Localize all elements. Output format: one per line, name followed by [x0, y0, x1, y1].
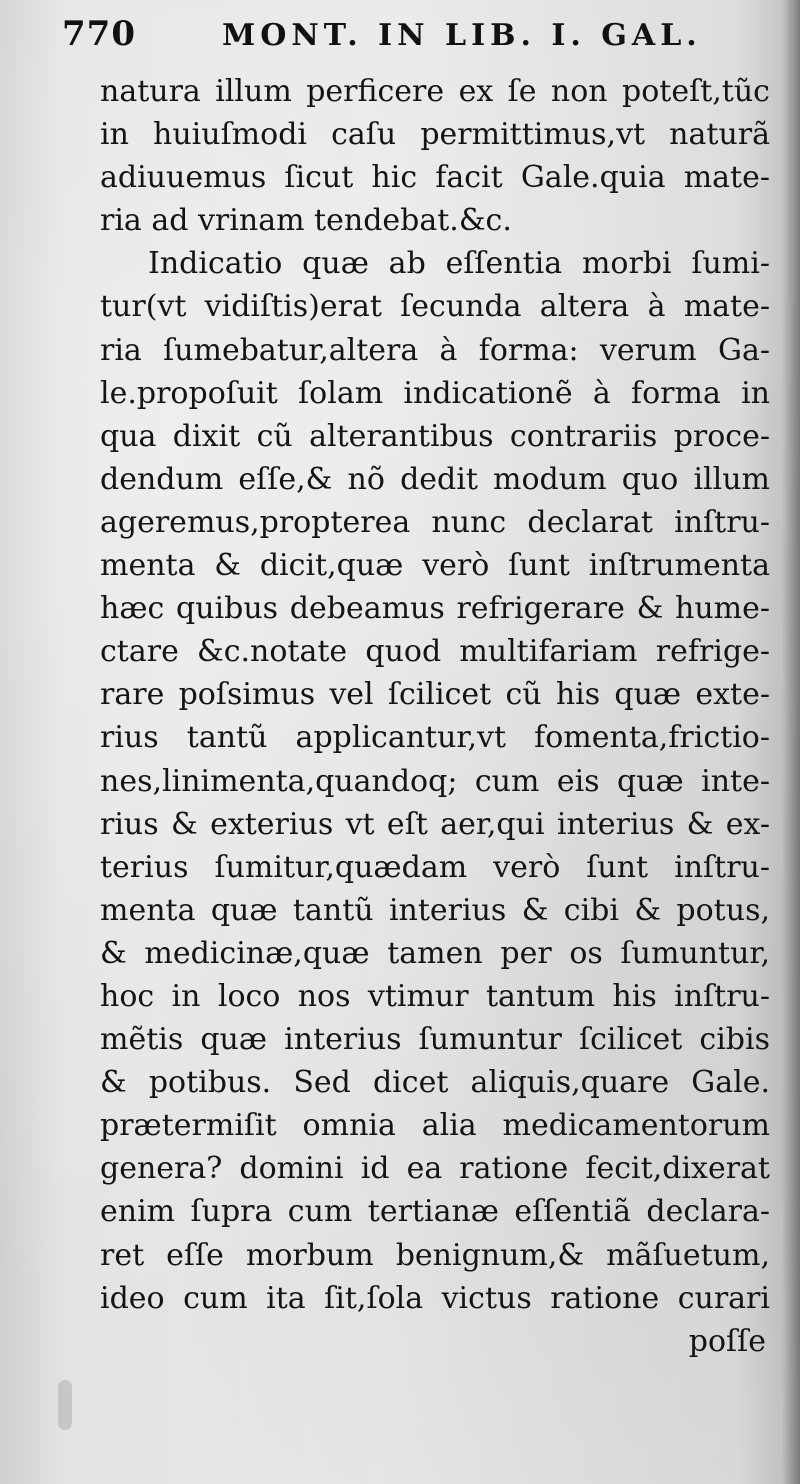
text-line: menta & dicit,quæ verò ſunt inſtrumenta [100, 548, 770, 584]
text-line: hæc quibus debeamus refrigerare & hume- [100, 591, 770, 627]
text-line: enim ſupra cum tertianæ eſſentiã declara- [100, 1194, 770, 1230]
text-line: rare poſsimus vel ſcilicet cũ his quæ exte- [100, 677, 770, 713]
text-line: ideo cum ita ſit,ſola victus ratione curari [100, 1280, 770, 1316]
text-line: ageremus,propterea nunc declarat inſtru- [100, 504, 770, 540]
text-line: qua dixit cũ alterantibus contrariis proce- [100, 418, 770, 454]
text-line: tur(vt vidiſtis)erat ſecunda altera à mate- [100, 289, 770, 325]
text-line: ria ad vrinam tendebat.&c. [100, 203, 512, 239]
text-line: & medicinæ,quæ tamen per os ſumuntur, [100, 935, 770, 971]
text-line: terius ſumitur,quædam verò ſunt inſtru- [100, 849, 770, 885]
page-header [62, 14, 762, 60]
body-text [100, 70, 770, 1363]
text-line: le.propoſuit ſolam indicationẽ à forma in [100, 375, 770, 411]
text-line: dendum eſſe,& nõ dedit modum quo illum [100, 461, 770, 497]
text-line: adiuuemus ſicut hic facit Gale.quia mate- [100, 160, 770, 196]
text-line: mẽtis quæ interius ſumuntur ſcilicet cibis [100, 1022, 770, 1058]
catchword: poſſe [688, 1323, 766, 1359]
running-title: MONT. IN LIB. I. GAL. [222, 18, 702, 53]
text-line: hoc in loco nos vtimur tantum his inſtru- [100, 978, 770, 1014]
text-line: menta quæ tantũ interius & cibi & potus, [100, 892, 770, 928]
text-line: Indicatio quæ ab eſſentia morbi ſumi- [148, 246, 770, 282]
page-edge-shadow [782, 0, 800, 1484]
page-number: 770 [62, 14, 136, 54]
text-line: prætermiſit omnia alia medicamentorum [100, 1108, 770, 1144]
text-line: rius tantũ applicantur,vt fomenta,frictio- [100, 720, 770, 756]
text-line: natura illum perficere ex ſe non poteſt,tũc [100, 74, 770, 109]
text-line: in huiuſmodi caſu permittimus,vt naturã [100, 117, 770, 153]
text-line: ret eſſe morbum benignum,& mãſuetum, [100, 1237, 770, 1273]
text-line: genera? domini id ea ratione fecit,dixerat [100, 1151, 770, 1187]
text-line: ctare &c.notate quod multifariam refrige- [100, 634, 770, 670]
ink-smudge [58, 1380, 72, 1430]
text-line: ria ſumebatur,altera à forma: verum Ga- [100, 332, 770, 368]
text-line: nes,linimenta,quandoq; cum eis quæ inte- [100, 763, 770, 799]
text-line: & potibus. Sed dicet aliquis,quare Gale. [100, 1065, 770, 1101]
text-line: rius & exterius vt eſt aer,qui interius & ex- [100, 806, 770, 842]
